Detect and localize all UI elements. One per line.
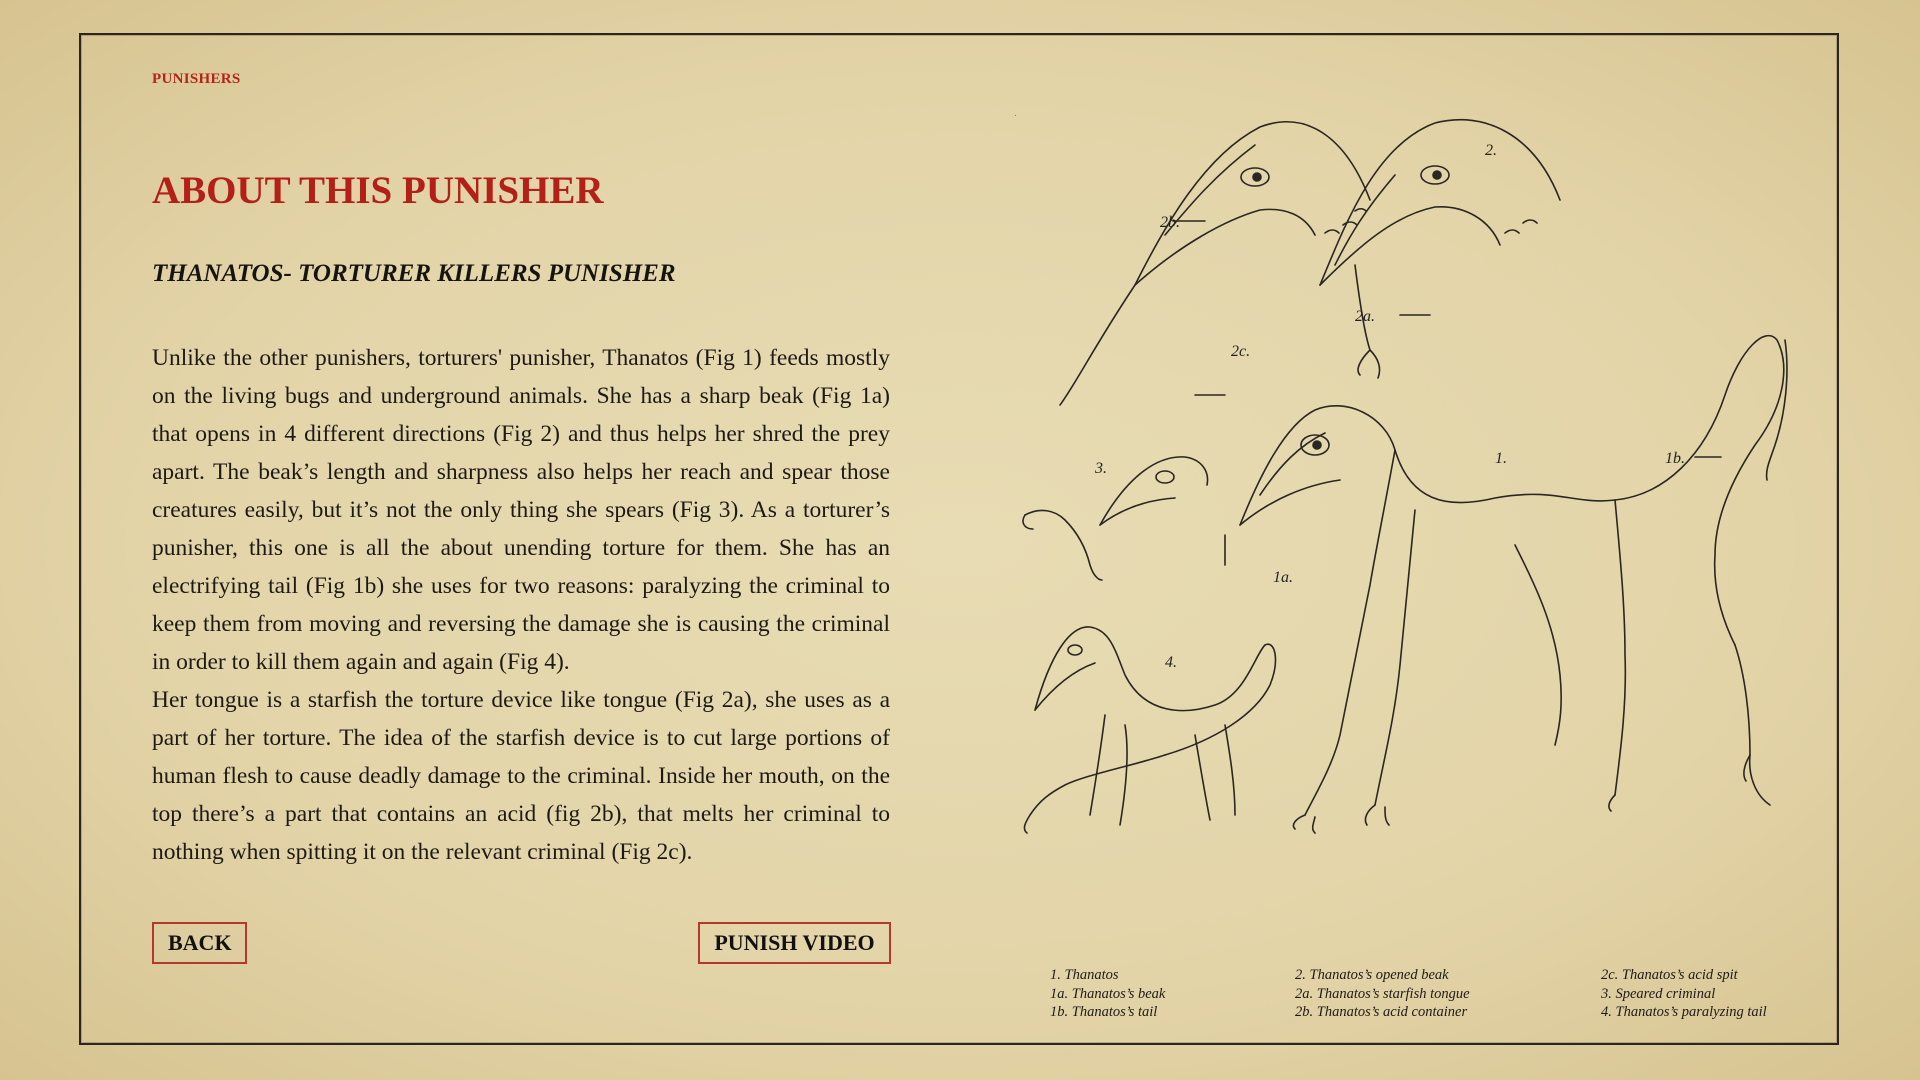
anatomy-sketch-illustration (1015, 115, 1795, 915)
legend-item: 2b. Thanatos’s acid container (1295, 1004, 1468, 1020)
legend-item: 2c. Thanatos’s acid spit (1601, 967, 1738, 983)
punisher-subtitle: THANATOS- TORTURER KILLERS PUNISHER (152, 260, 676, 287)
legend-item: 1a. Thanatos’s beak (1050, 985, 1166, 1002)
legend-item: 1b. Thanatos’s tail (1050, 1004, 1158, 1020)
description-text (152, 339, 890, 871)
back-button[interactable]: BACK (152, 922, 247, 964)
legend-item: 1. Thanatos (1050, 967, 1119, 983)
label-fig-2: 2. (1485, 142, 1497, 159)
label-fig-4: 4. (1165, 654, 1177, 671)
legend-column-3 (1601, 966, 1767, 1022)
label-fig-3: 3. (1095, 460, 1107, 477)
sketch-fig-2b-head (1060, 122, 1370, 405)
legend-column-1 (1050, 966, 1165, 1022)
legend-item: 2a. Thanatos’s starfish tongue (1295, 985, 1470, 1002)
label-fig-1: 1. (1495, 450, 1507, 467)
page-title: ABOUT THIS PUNISHER (152, 169, 604, 212)
punish-video-button[interactable]: PUNISH VIDEO (698, 922, 891, 964)
label-fig-2a: 2a. (1355, 308, 1375, 325)
legend-item: 3. Speared criminal (1601, 985, 1716, 1002)
label-fig-1b: 1b. (1665, 450, 1685, 467)
description-paragraph-2: Her tongue is a starfish the torture device like tongue (Fig 2a), she uses as a part of her torture. The idea of the starfish device is to cut large portions of human flesh to cause deadly damage to the criminal. Inside her mouth, on the top there’s a part that contains an acid (fig 2b), that melts her criminal to nothing when spitting it on the relevant criminal (Fig 2c). (152, 687, 890, 865)
label-fig-1a: 1a. (1273, 569, 1293, 586)
sketch-fig-4-paralyzing-tail (1024, 627, 1275, 833)
label-fig-2b: 2b. (1160, 214, 1180, 231)
label-fig-2c: 2c. (1231, 343, 1251, 360)
legend-item: 2. Thanatos’s opened beak (1295, 967, 1449, 983)
description-paragraph-1: Unlike the other punishers, torturers' punisher, Thanatos (Fig 1) feeds mostly on the living bugs and underground animals. She has a sharp beak (Fig 1a) that opens in 4 different directions (Fig 2) and thus helps her shred the prey apart. The beak’s length and sharpness also helps her reach and spear those creatures easily, but it’s not the only thing she spears (Fig 3). As a torturer’s punisher, this one is all the about unending torture for them. She has an electrifying tail (Fig 1b) she uses for two reasons: paralyzing the criminal to keep them from moving and reversing the damage she is causing the criminal in order to kill them again and again (Fig 4). (152, 345, 890, 675)
breadcrumb[interactable]: PUNISHERS (152, 71, 241, 87)
legend-column-2 (1295, 966, 1470, 1022)
sketch-fig-3-speared-criminal (1023, 457, 1208, 580)
legend-item: 4. Thanatos’s paralyzing tail (1601, 1004, 1767, 1020)
sketch-fig-1-thanatos (1240, 336, 1787, 833)
sketch-fig-2-opened-beak (1320, 120, 1560, 378)
